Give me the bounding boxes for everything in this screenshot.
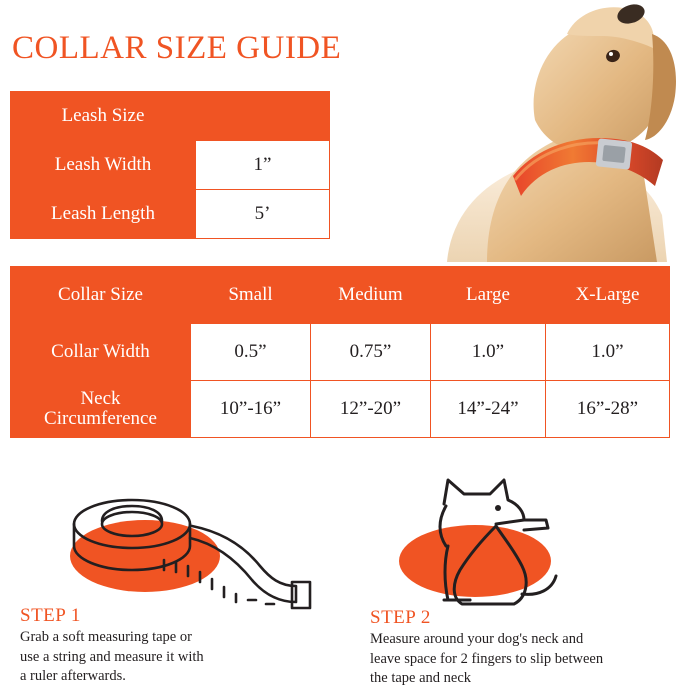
neck-circumference-label	[11, 381, 191, 438]
table-row	[11, 267, 670, 324]
step-1	[14, 480, 334, 685]
leash-table-header-blank	[196, 92, 330, 141]
leash-size-table	[10, 91, 330, 239]
collar-width-label: Collar Width	[11, 324, 191, 381]
sitting-dog-icon	[386, 470, 606, 620]
collar-width-xlarge: 1.0”	[546, 324, 670, 381]
step-1-text-line-3: a ruler afterwards.	[20, 668, 126, 685]
collar-width-large: 1.0”	[431, 324, 546, 381]
leash-width-value: 1”	[196, 141, 330, 190]
neck-circumference-medium: 12”-20”	[311, 381, 431, 438]
collar-size-medium: Medium	[311, 267, 431, 324]
step-2-text-line-2: leave space for 2 fingers to slip between	[370, 650, 604, 667]
page-title: COLLAR SIZE GUIDE	[12, 30, 342, 66]
step-2-text-line-1: Measure around your dog's neck and	[370, 631, 584, 647]
collar-size-xlarge: X-Large	[546, 267, 670, 324]
table-row	[11, 381, 670, 438]
collar-width-medium: 0.75”	[311, 324, 431, 381]
step-1-title: STEP 1	[20, 605, 81, 626]
leash-width-label: Leash Width	[11, 141, 196, 190]
step-2	[366, 470, 676, 687]
step-2-title: STEP 2	[370, 607, 431, 628]
leash-length-value: 5’	[196, 190, 330, 239]
leash-length-label: Leash Length	[11, 190, 196, 239]
collar-size-table	[10, 266, 670, 438]
neck-circumference-label-line2: Circumference	[44, 408, 157, 429]
collar-size-small: Small	[191, 267, 311, 324]
table-row	[11, 324, 670, 381]
leash-table-header-label: Leash Size	[11, 92, 196, 141]
step-2-text	[370, 630, 675, 689]
collar-width-small: 0.5”	[191, 324, 311, 381]
neck-circumference-large: 14”-24”	[431, 381, 546, 438]
dog-wearing-collar-photo	[417, 0, 679, 262]
neck-circumference-xlarge: 16”-28”	[546, 381, 670, 438]
step-1-text-line-2: use a string and measure it with	[20, 648, 204, 665]
table-row	[11, 141, 330, 190]
table-row	[11, 190, 330, 239]
table-row	[11, 92, 330, 141]
neck-circumference-small: 10”-16”	[191, 381, 311, 438]
collar-size-label: Collar Size	[11, 267, 191, 324]
step-2-text-line-3: the tape and neck	[370, 670, 472, 687]
neck-circumference-label-line1: Neck	[80, 388, 121, 410]
step-1-text-line-1: Grab a soft measuring tape or	[20, 629, 192, 645]
collar-size-large: Large	[431, 267, 546, 324]
step-1-text	[20, 628, 320, 687]
